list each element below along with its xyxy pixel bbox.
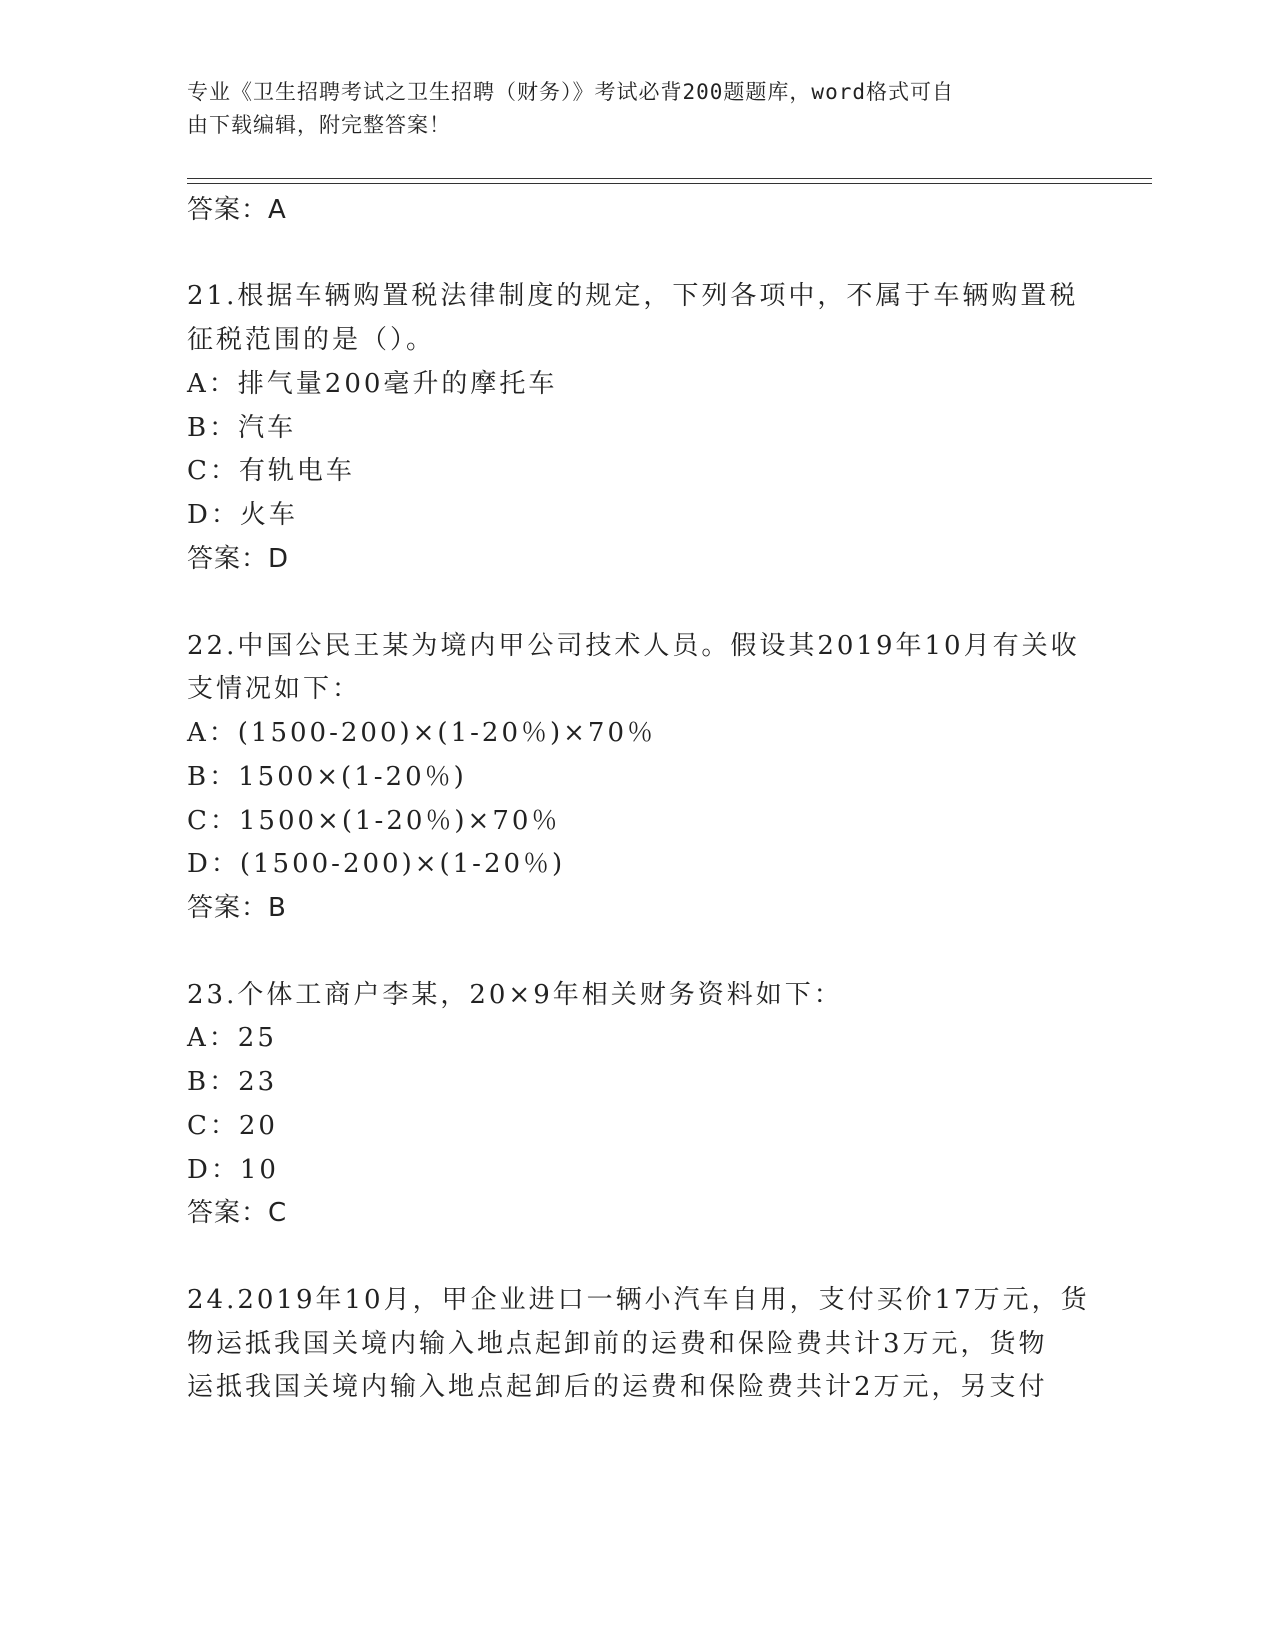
header-divider-top — [187, 178, 1152, 179]
question-21-stem-line-2: 征税范围的是（）。 — [187, 325, 436, 355]
question-21-option-d: D：火车 — [187, 500, 298, 530]
question-23-option-c: C：20 — [187, 1111, 278, 1141]
question-22-option-b: B：1500×(1-20％) — [187, 762, 467, 792]
question-21-stem-line-1: 21.根据车辆购置税法律制度的规定，下列各项中，不属于车辆购置税 — [187, 281, 1079, 311]
question-22-option-c: C：1500×(1-20％)×70％ — [187, 806, 561, 836]
question-23-option-a: A：25 — [187, 1023, 277, 1053]
header-divider-bottom — [187, 183, 1152, 184]
question-22-stem-line-2: 支情况如下： — [187, 674, 362, 704]
question-24-stem-line-3: 运抵我国关境内输入地点起卸后的运费和保险费共计2万元，另支付 — [187, 1372, 1048, 1402]
question-22-option-d: D：(1500-200)×(1-20％) — [187, 849, 566, 879]
question-21-option-c: C：有轨电车 — [187, 456, 355, 486]
question-21-answer: 答案：D — [187, 544, 290, 574]
question-24-stem-line-1: 24.2019年10月，甲企业进口一辆小汽车自用，支付买价17万元，货 — [187, 1285, 1090, 1315]
previous-answer: 答案：A — [187, 195, 287, 225]
question-23-option-b: B：23 — [187, 1067, 278, 1097]
question-24-stem-line-2: 物运抵我国关境内输入地点起卸前的运费和保险费共计3万元，货物 — [187, 1329, 1048, 1359]
question-22-answer: 答案：B — [187, 893, 287, 923]
header-line-1: 专业《卫生招聘考试之卫生招聘（财务）》考试必背200题题库，word格式可自 — [187, 80, 954, 104]
question-23-answer: 答案：C — [187, 1198, 288, 1228]
question-21-option-a: A：排气量200毫升的摩托车 — [187, 369, 558, 399]
question-22-stem-line-1: 22.中国公民王某为境内甲公司技术人员。假设其2019年10月有关收 — [187, 631, 1080, 661]
question-23-stem-line-1: 23.个体工商户李某，20×9年相关财务资料如下： — [187, 980, 843, 1010]
page-header — [187, 76, 1067, 142]
question-21-option-b: B：汽车 — [187, 413, 297, 443]
question-23-option-d: D：10 — [187, 1155, 279, 1185]
header-line-2: 由下载编辑，附完整答案！ — [187, 113, 451, 137]
question-22-option-a: A：(1500-200)×(1-20％)×70％ — [187, 718, 656, 748]
